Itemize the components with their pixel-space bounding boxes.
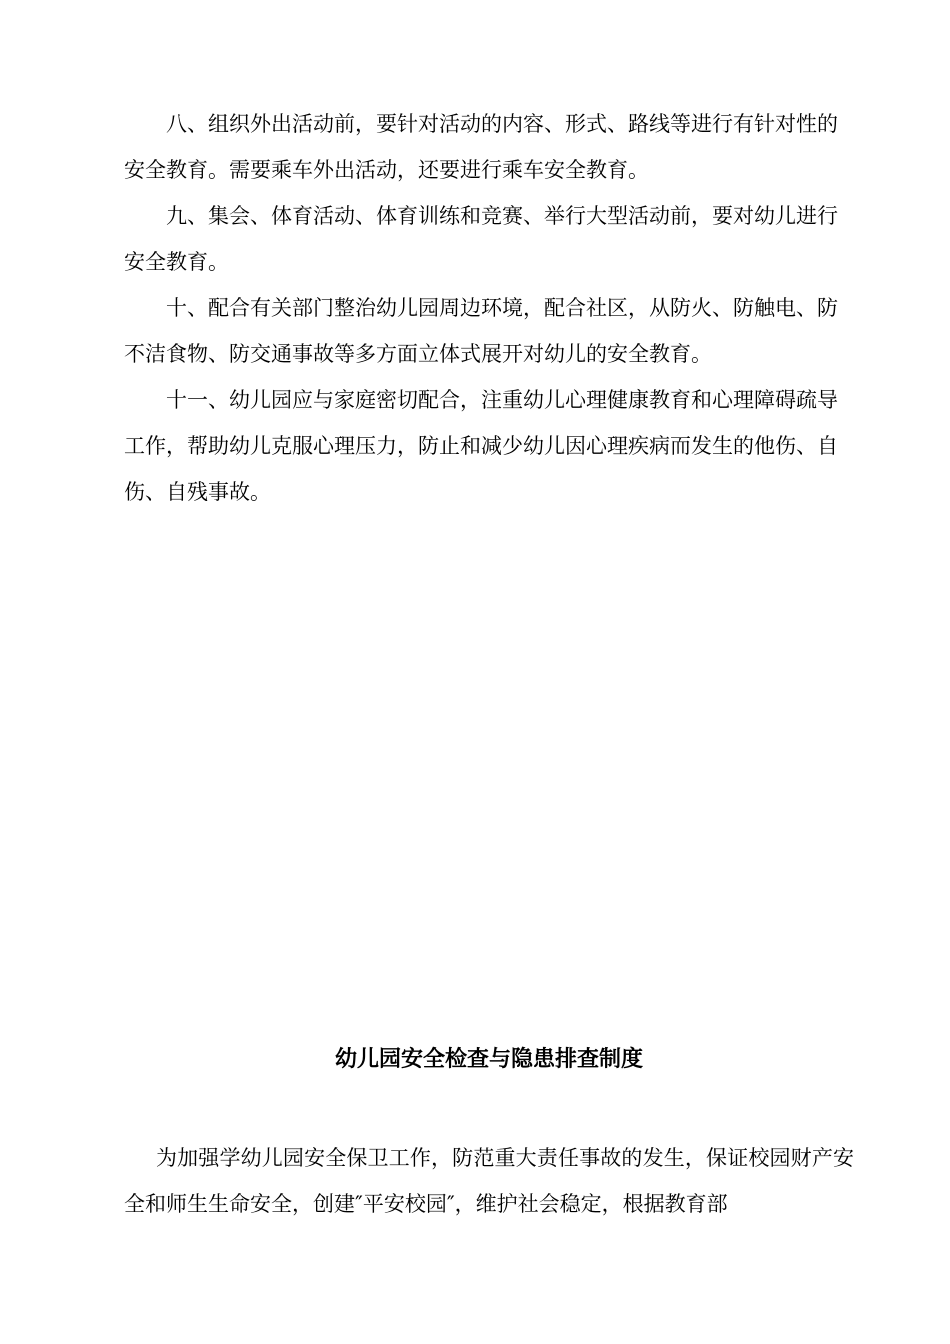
inspection-section [124,1135,854,1227]
paragraph-item-11: 十一、幼儿园应与家庭密切配合，注重幼儿心理健康教育和心理障碍疏导工作，帮助幼儿克服心理压力，防止和减少幼儿因心理疾病而发生的他伤、自伤、自残事故。 [124,388,838,504]
section-title: 幼儿园安全检查与隐患排查制度 [334,1047,643,1072]
paragraph-item-8: 八、组织外出活动前，要针对活动的内容、形式、路线等进行有针对性的安全教育。需要乘车外出活动，还要进行乘车安全教育。 [124,112,838,182]
paragraph-item-9: 九、集会、体育活动、体育训练和竞赛、举行大型活动前，要对幼儿进行安全教育。 [124,204,838,274]
paragraph-item-10: 十、配合有关部门整治幼儿园周边环境，配合社区，从防火、防触电、防不洁食物、防交通事故等多方面立体式展开对幼儿的安全教育。 [124,296,838,366]
intro-paragraph: 为加强学幼儿园安全保卫工作，防范重大责任事故的发生，保证校园财产安全和师生生命安全，创建″平安校园″，维护社会稳定，根据教育部 [124,1146,854,1216]
safety-education-section [124,101,838,515]
